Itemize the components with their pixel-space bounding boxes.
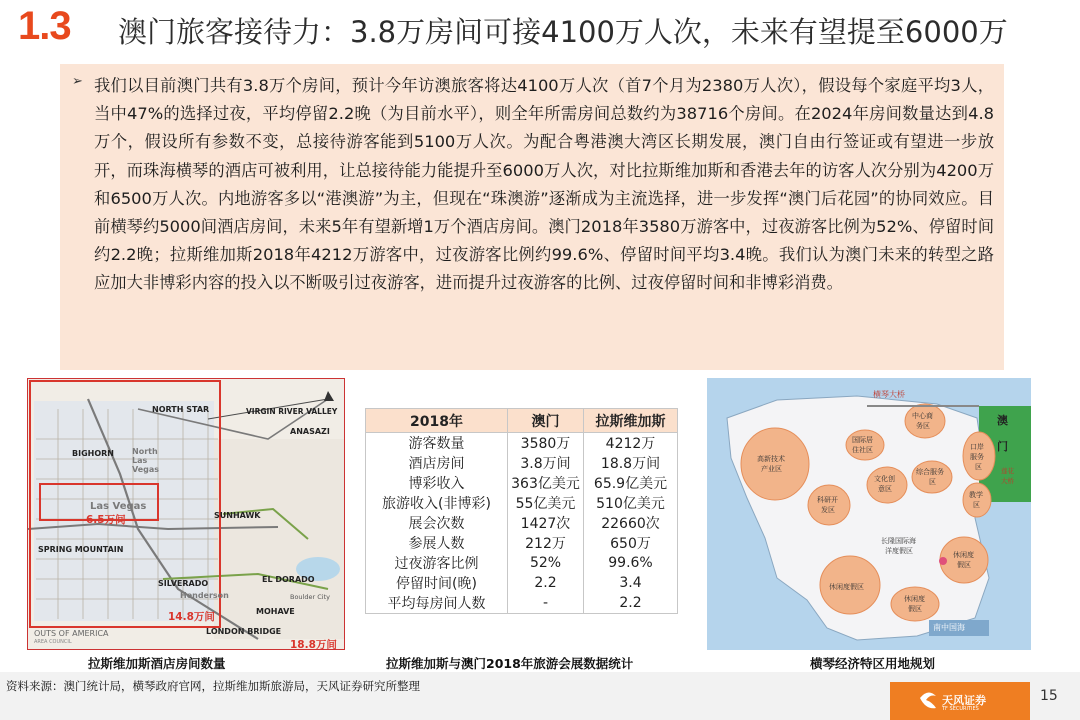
place-north-star: NORTH STAR (152, 405, 210, 414)
table-cell: 游客数量 (366, 433, 508, 454)
hengqin-map-graphic (707, 378, 1031, 650)
summary-paragraph: 我们以目前澳门共有3.8万个房间，预计今年访澳旅客将达4100万人次（首7个月为2380万人次），假设每个家庭平均3人，当中47%的选择过夜，平均停留2.2晚（为目前水平），则全年所需房间总数约为38716个房间。在2024年房间数量达到4.8万个，假设所有参数不变，总接待游客能到5100万人次。为配合粤港澳大湾区长期发展，澳门自由行签证或有望进一步放开，而珠海横琴的酒店可被利用，让总接待能力能提升至6000万人次，对比拉斯维加斯和香港去年的访客人次分别为4200万和6500万人次。内地游客多以“港澳游”为主，但现在“珠澳游”逐渐成为主流选择，进一步发挥“澳门后花园”的协同效应。目前横琴约5000间酒店房间，未来5年有望新增1万个酒店房间。澳门2018年3580万游客中，过夜游客比例为52%、停留时间约2.2晚；拉斯维加斯2018年4212万游客中，过夜游客比例约99.6%、停留时间平均3.4晚。我们认为澳门未来的转型之路应加大非博彩内容的投入以不断吸引过夜游客，进而提升过夜游客的比例、过夜停留时间和非博彩消费。 (94, 76, 994, 293)
table-cell: 363亿美元 (508, 473, 584, 493)
zone-leisure3-b: 假区 (908, 605, 922, 613)
table-cell: 212万 (508, 533, 584, 553)
table-cell: 99.6% (584, 553, 678, 573)
slide-title: 澳门旅客接待力：3.8万房间可接4100万人次，未来有望提至6000万 (118, 15, 1008, 49)
zone-edu-a: 教学 (969, 491, 983, 499)
las-vegas-map-caption: 拉斯维加斯酒店房间数量 (88, 656, 226, 671)
zone-culture-a: 文化创 (874, 475, 895, 483)
table-cell: 2.2 (508, 573, 584, 593)
zone-service-a: 综合服务 (916, 468, 944, 476)
zone-sea: 南中国海 (933, 623, 965, 632)
zone-leisure1-b: 假区 (957, 561, 971, 569)
page-number: 15 (1040, 688, 1058, 704)
table-cell: 2.2 (584, 593, 678, 614)
brand-logo-icon (918, 688, 938, 712)
table-cell: 65.9亿美元 (584, 473, 678, 493)
table-caption: 拉斯维加斯与澳门2018年旅游会展数据统计 (386, 656, 634, 671)
zone-culture-b: 意区 (878, 485, 892, 493)
map-footer-sub: AREA COUNCIL (34, 639, 72, 645)
table-row (366, 433, 678, 454)
place-el-dorado: EL DORADO (262, 575, 315, 584)
table-cell: 旅游收入(非博彩) (366, 493, 508, 513)
las-vegas-hotel-map (27, 378, 345, 650)
source-note: 资料来源：澳门统计局，横琴政府官网，拉斯维加斯旅游局，天风证券研究所整理 (6, 679, 420, 693)
brand-name: 天风证券 (942, 694, 986, 707)
hengqin-planning-map (707, 378, 1031, 650)
zone-hitech-b: 产业区 (761, 465, 782, 473)
place-north-lv: North Las Vegas (132, 447, 160, 474)
zone-port-c: 区 (975, 463, 982, 471)
table-cell: 3.8万间 (508, 453, 584, 473)
place-silverado: SILVERADO (158, 579, 209, 588)
table-cell: 平均每房间人数 (366, 593, 508, 614)
label-rooms-city: 14.8万间 (168, 611, 215, 623)
arrow-bullet-icon: ➢ (72, 74, 83, 89)
table-cell: 参展人数 (366, 533, 508, 553)
place-las-vegas: Las Vegas (90, 501, 147, 512)
table-row (366, 493, 678, 513)
table-row (366, 573, 678, 593)
zone-service-b: 区 (929, 478, 936, 486)
table-row (366, 453, 678, 473)
table-cell: 3580万 (508, 433, 584, 454)
label-rooms-strip: 6.5万间 (86, 514, 126, 526)
table-cell: 展会次数 (366, 513, 508, 533)
zone-port-a: 口岸 (970, 443, 984, 451)
zone-edu-b: 区 (973, 501, 980, 509)
brand-subtitle: TF SECURITIES (942, 706, 979, 712)
table-header-row (366, 409, 678, 433)
table-cell: 停留时间(晚) (366, 573, 508, 593)
table-cell: 酒店房间 (366, 453, 508, 473)
summary-box (60, 64, 1004, 370)
zone-chimelong-a: 长隆国际海 (881, 537, 916, 545)
map-footer-text: OUTS OF AMERICA (34, 629, 109, 638)
section-number: 1.3 (18, 4, 71, 48)
place-london-bridge: LONDON BRIDGE (206, 627, 282, 636)
zone-leisure1-a: 休闲度 (953, 551, 974, 559)
zone-leisure3-a: 休闲度 (904, 595, 925, 603)
table-cell: 3.4 (584, 573, 678, 593)
place-spring-mountain: SPRING MOUNTAIN (38, 545, 124, 554)
zone-port-b: 服务 (970, 453, 984, 461)
table-cell: 22660次 (584, 513, 678, 533)
zone-rd-a: 科研开 (817, 496, 838, 504)
zone-bridge: 横琴大桥 (873, 390, 905, 399)
table-row (366, 553, 678, 573)
zone-intl-a: 国际居 (852, 436, 873, 444)
table-row (366, 473, 678, 493)
place-sunhawk: SUNHAWK (214, 511, 261, 520)
table-header-cell: 澳门 (508, 409, 584, 433)
zone-intl-b: 住社区 (852, 446, 873, 454)
table-cell: 52% (508, 553, 584, 573)
table-header-cell: 2018年 (366, 409, 508, 433)
table-cell: 18.8万间 (584, 453, 678, 473)
table-row (366, 593, 678, 614)
table-header-cell: 拉斯维加斯 (584, 409, 678, 433)
place-bighorn: BIGHORN (72, 449, 114, 458)
zone-chimelong-b: 洋度假区 (885, 547, 913, 555)
zone-leisure2: 休闲度假区 (829, 583, 864, 591)
zone-cbd-b: 务区 (916, 422, 930, 430)
table-row (366, 513, 678, 533)
place-anasazi: ANASAZI (290, 427, 330, 436)
table-cell: 过夜游客比例 (366, 553, 508, 573)
table-cell: 510亿美元 (584, 493, 678, 513)
zone-lotus-2: 大桥 (1001, 477, 1014, 485)
zone-hitech-a: 高新技术 (757, 455, 785, 463)
slide-header (0, 0, 1080, 58)
table-cell: 55亿美元 (508, 493, 584, 513)
comparison-table (365, 408, 678, 614)
table-cell: 650万 (584, 533, 678, 553)
table-cell: 1427次 (508, 513, 584, 533)
table-cell: - (508, 593, 584, 614)
place-henderson: Henderson (180, 591, 229, 600)
zone-macau-a: 澳 (997, 414, 1008, 427)
table-cell: 4212万 (584, 433, 678, 454)
zone-lotus: 莲花 (1001, 467, 1014, 475)
table-row (366, 533, 678, 553)
zone-cbd-a: 中心商 (912, 412, 933, 420)
table-cell: 博彩收入 (366, 473, 508, 493)
place-mohave: MOHAVE (256, 607, 295, 616)
place-boulder-city: Boulder City (290, 593, 330, 601)
hengqin-map-caption: 横琴经济特区用地规划 (810, 656, 936, 671)
zone-rd-b: 发区 (821, 506, 835, 514)
label-rooms-total: 18.8万间 (290, 639, 337, 650)
place-virgin-river: VIRGIN RIVER VALLEY (246, 407, 338, 416)
zone-macau-b: 门 (997, 440, 1008, 453)
